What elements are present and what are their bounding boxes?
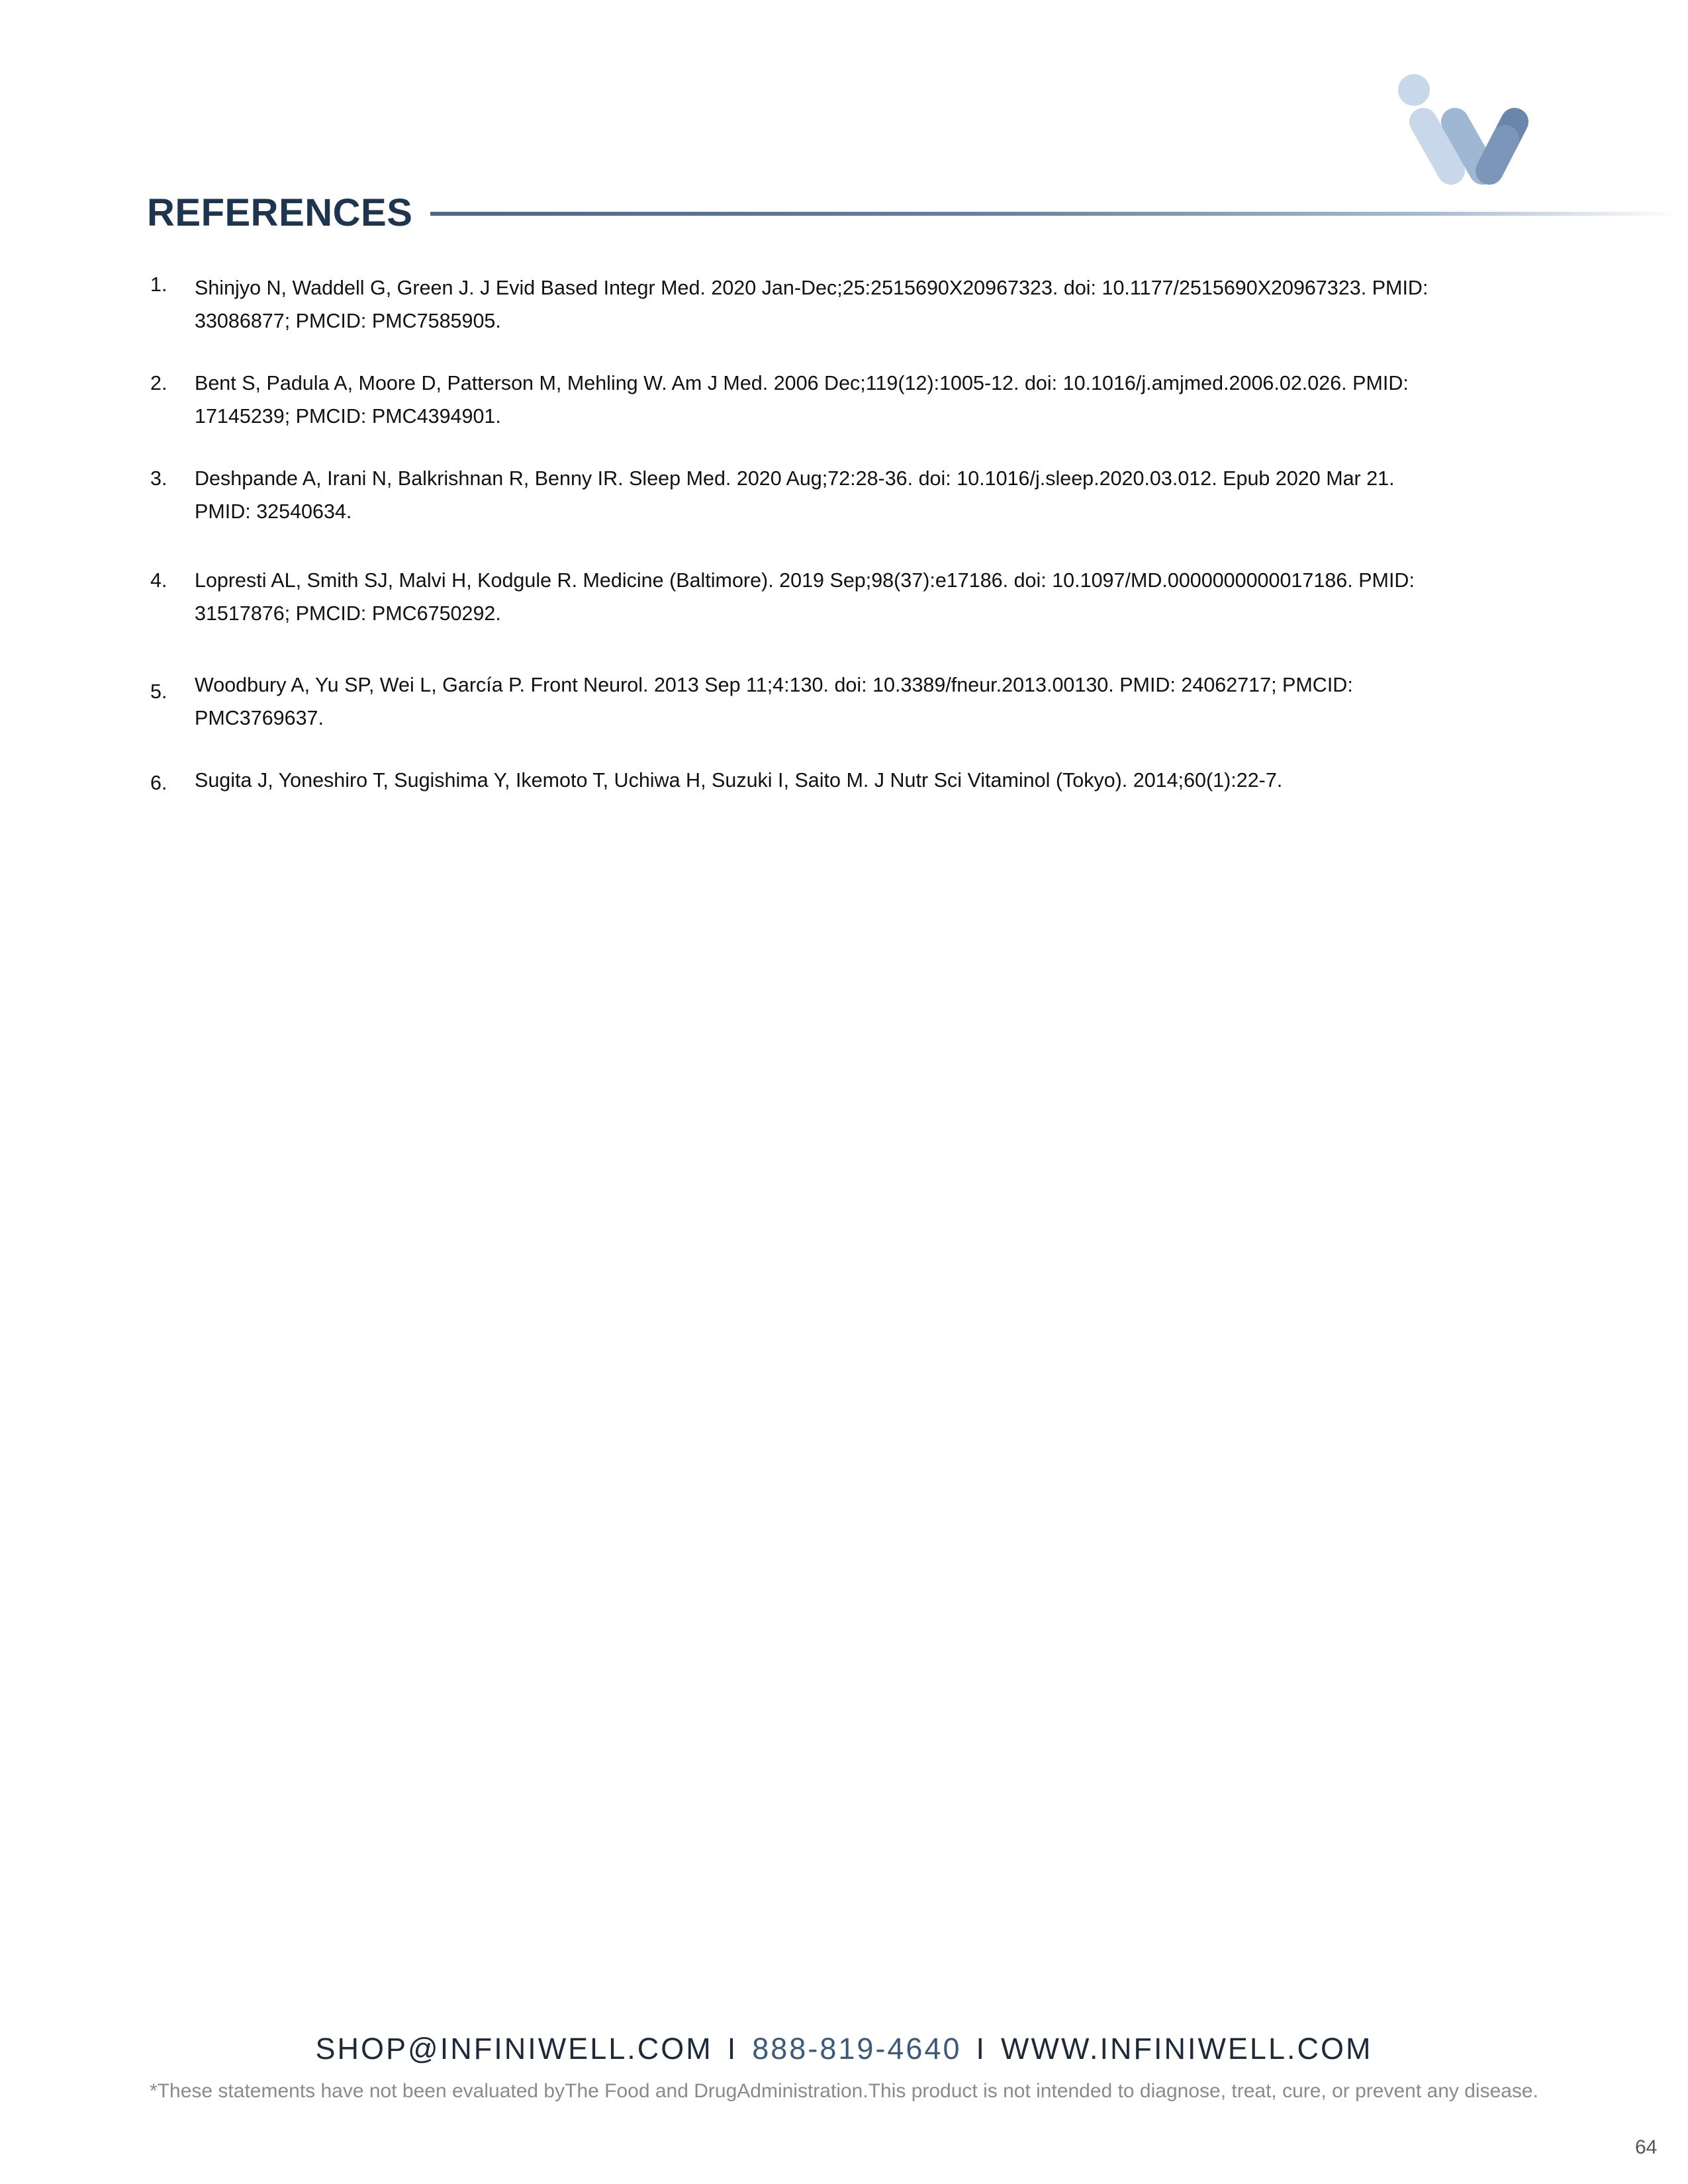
page-title: REFERENCES [147,191,413,234]
reference-text-continued: PMID: 32540634. [195,500,352,523]
reference-number: 1. [150,273,167,296]
footer-separator: I [727,2032,738,2066]
fda-disclaimer: *These statements have not been evaluated byThe Food and DrugAdministration.This product is not intended to diagnose, treat, cure, or prevent any disease. [150,2080,1538,2102]
reference-text: Lopresti AL, Smith SJ, Malvi H, Kodgule R. Medicine (Baltimore). 2019 Sep;98(37):e17186. doi: 10.1097/MD.0000000000017186. PMID: [195,569,1415,592]
reference-item [147,271,1491,338]
reference-text: Shinjyo N, Waddell G, Green J. J Evid Based Integr Med. 2020 Jan-Dec;25:2515690X20967323. doi: 10.1177/2515690X20967323. PMID: [195,277,1429,299]
footer-contact [0,2029,1688,2069]
reference-item [147,764,1491,797]
footer-separator: I [976,2032,987,2066]
reference-number: 2. [150,372,167,394]
reference-item [147,367,1491,433]
reference-number: 6. [150,772,167,794]
infiniwell-logo [1390,66,1549,199]
reference-text-continued: 31517876; PMCID: PMC6750292. [195,602,501,625]
reference-text-continued: 17145239; PMCID: PMC4394901. [195,405,501,428]
references-header [147,187,1544,240]
reference-text: Woodbury A, Yu SP, Wei L, García P. Front Neurol. 2013 Sep 11;4:130. doi: 10.3389/fneur.2013.00130. PMID: 24062717; PMCID: [195,674,1353,696]
reference-text: Deshpande A, Irani N, Balkrishnan R, Benny IR. Sleep Med. 2020 Aug;72:28-36. doi: 10.1016/j.sleep.2020.03.012. Epub 2020 Mar 21. [195,467,1395,490]
footer-phone-link[interactable]: 888-819-4640 [752,2032,962,2066]
reference-number: 5. [150,680,167,703]
footer-website-link[interactable]: WWW.INFINIWELL.COM [1001,2032,1373,2066]
page-number: 64 [1635,2136,1658,2158]
reference-item [147,462,1491,528]
reference-text-continued: 33086877; PMCID: PMC7585905. [195,310,501,332]
reference-text: Bent S, Padula A, Moore D, Patterson M, Mehling W. Am J Med. 2006 Dec;119(12):1005-12. doi: 10.1016/j.amjmed.2006.02.026. PMID: [195,372,1409,394]
heading-divider [430,212,1681,216]
reference-number: 3. [150,467,167,490]
logo-dot [1398,74,1430,106]
reference-item [147,668,1491,735]
reference-text: Sugita J, Yoneshiro T, Sugishima Y, Ikemoto T, Uchiwa H, Suzuki I, Saito M. J Nutr Sci Vitaminol (Tokyo). 2014;60(1):22-7. [195,769,1283,792]
footer-email-link[interactable]: SHOP@INFINIWELL.COM [315,2032,713,2066]
reference-item [147,564,1491,630]
reference-text-continued: PMC3769637. [195,707,324,729]
reference-number: 4. [150,569,167,592]
logo-stroke-overlap [1489,139,1505,171]
references-list [147,271,1491,797]
